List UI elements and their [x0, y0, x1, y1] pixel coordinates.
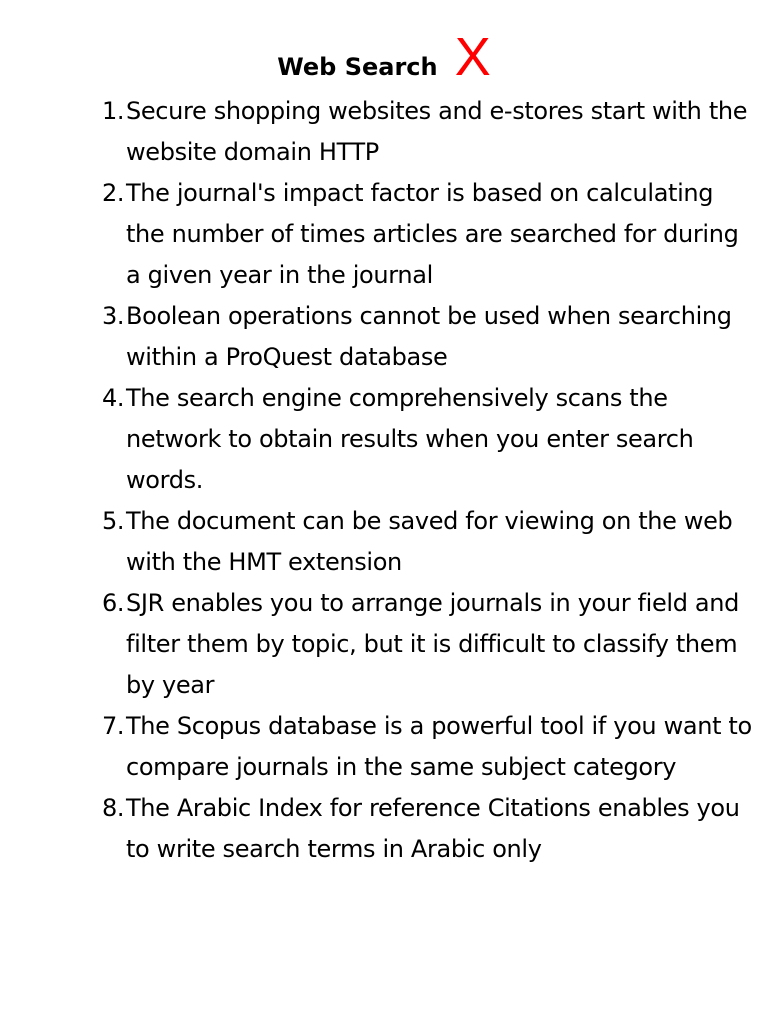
question-item: [102, 91, 752, 173]
question-item: [102, 296, 752, 378]
question-text: The Arabic Index for reference Citations enables you to write search terms in Arabic only: [126, 794, 740, 863]
question-item: [102, 706, 752, 788]
question-item: [102, 583, 752, 706]
question-number: 1.: [102, 97, 125, 125]
question-text: SJR enables you to arrange journals in your field and filter them by topic, but it is difficult to classify them by year: [126, 589, 739, 699]
question-number: 5.: [102, 507, 125, 535]
question-number: 2.: [102, 179, 125, 207]
question-list: [102, 91, 752, 870]
question-text: The document can be saved for viewing on the web with the HMT extension: [126, 507, 733, 576]
question-number: 3.: [102, 302, 125, 330]
question-text: Boolean operations cannot be used when searching within a ProQuest database: [126, 302, 732, 371]
page-header: [0, 27, 768, 90]
question-number: 7.: [102, 712, 125, 740]
question-item: [102, 378, 752, 501]
false-mark: X: [454, 27, 491, 87]
question-text: The search engine comprehensively scans the network to obtain results when you enter search words.: [126, 384, 694, 494]
question-number: 6.: [102, 589, 125, 617]
question-text: The journal's impact factor is based on calculating the number of times articles are searched for during a given year in the journal: [126, 179, 739, 289]
question-number: 4.: [102, 384, 125, 412]
page-title: Web Search: [277, 53, 438, 81]
question-item: [102, 501, 752, 583]
question-item: [102, 173, 752, 296]
question-number: 8.: [102, 794, 125, 822]
question-text: Secure shopping websites and e-stores start with the website domain HTTP: [126, 97, 748, 166]
question-text: The Scopus database is a powerful tool if you want to compare journals in the same subject category: [126, 712, 752, 781]
question-item: [102, 788, 752, 870]
